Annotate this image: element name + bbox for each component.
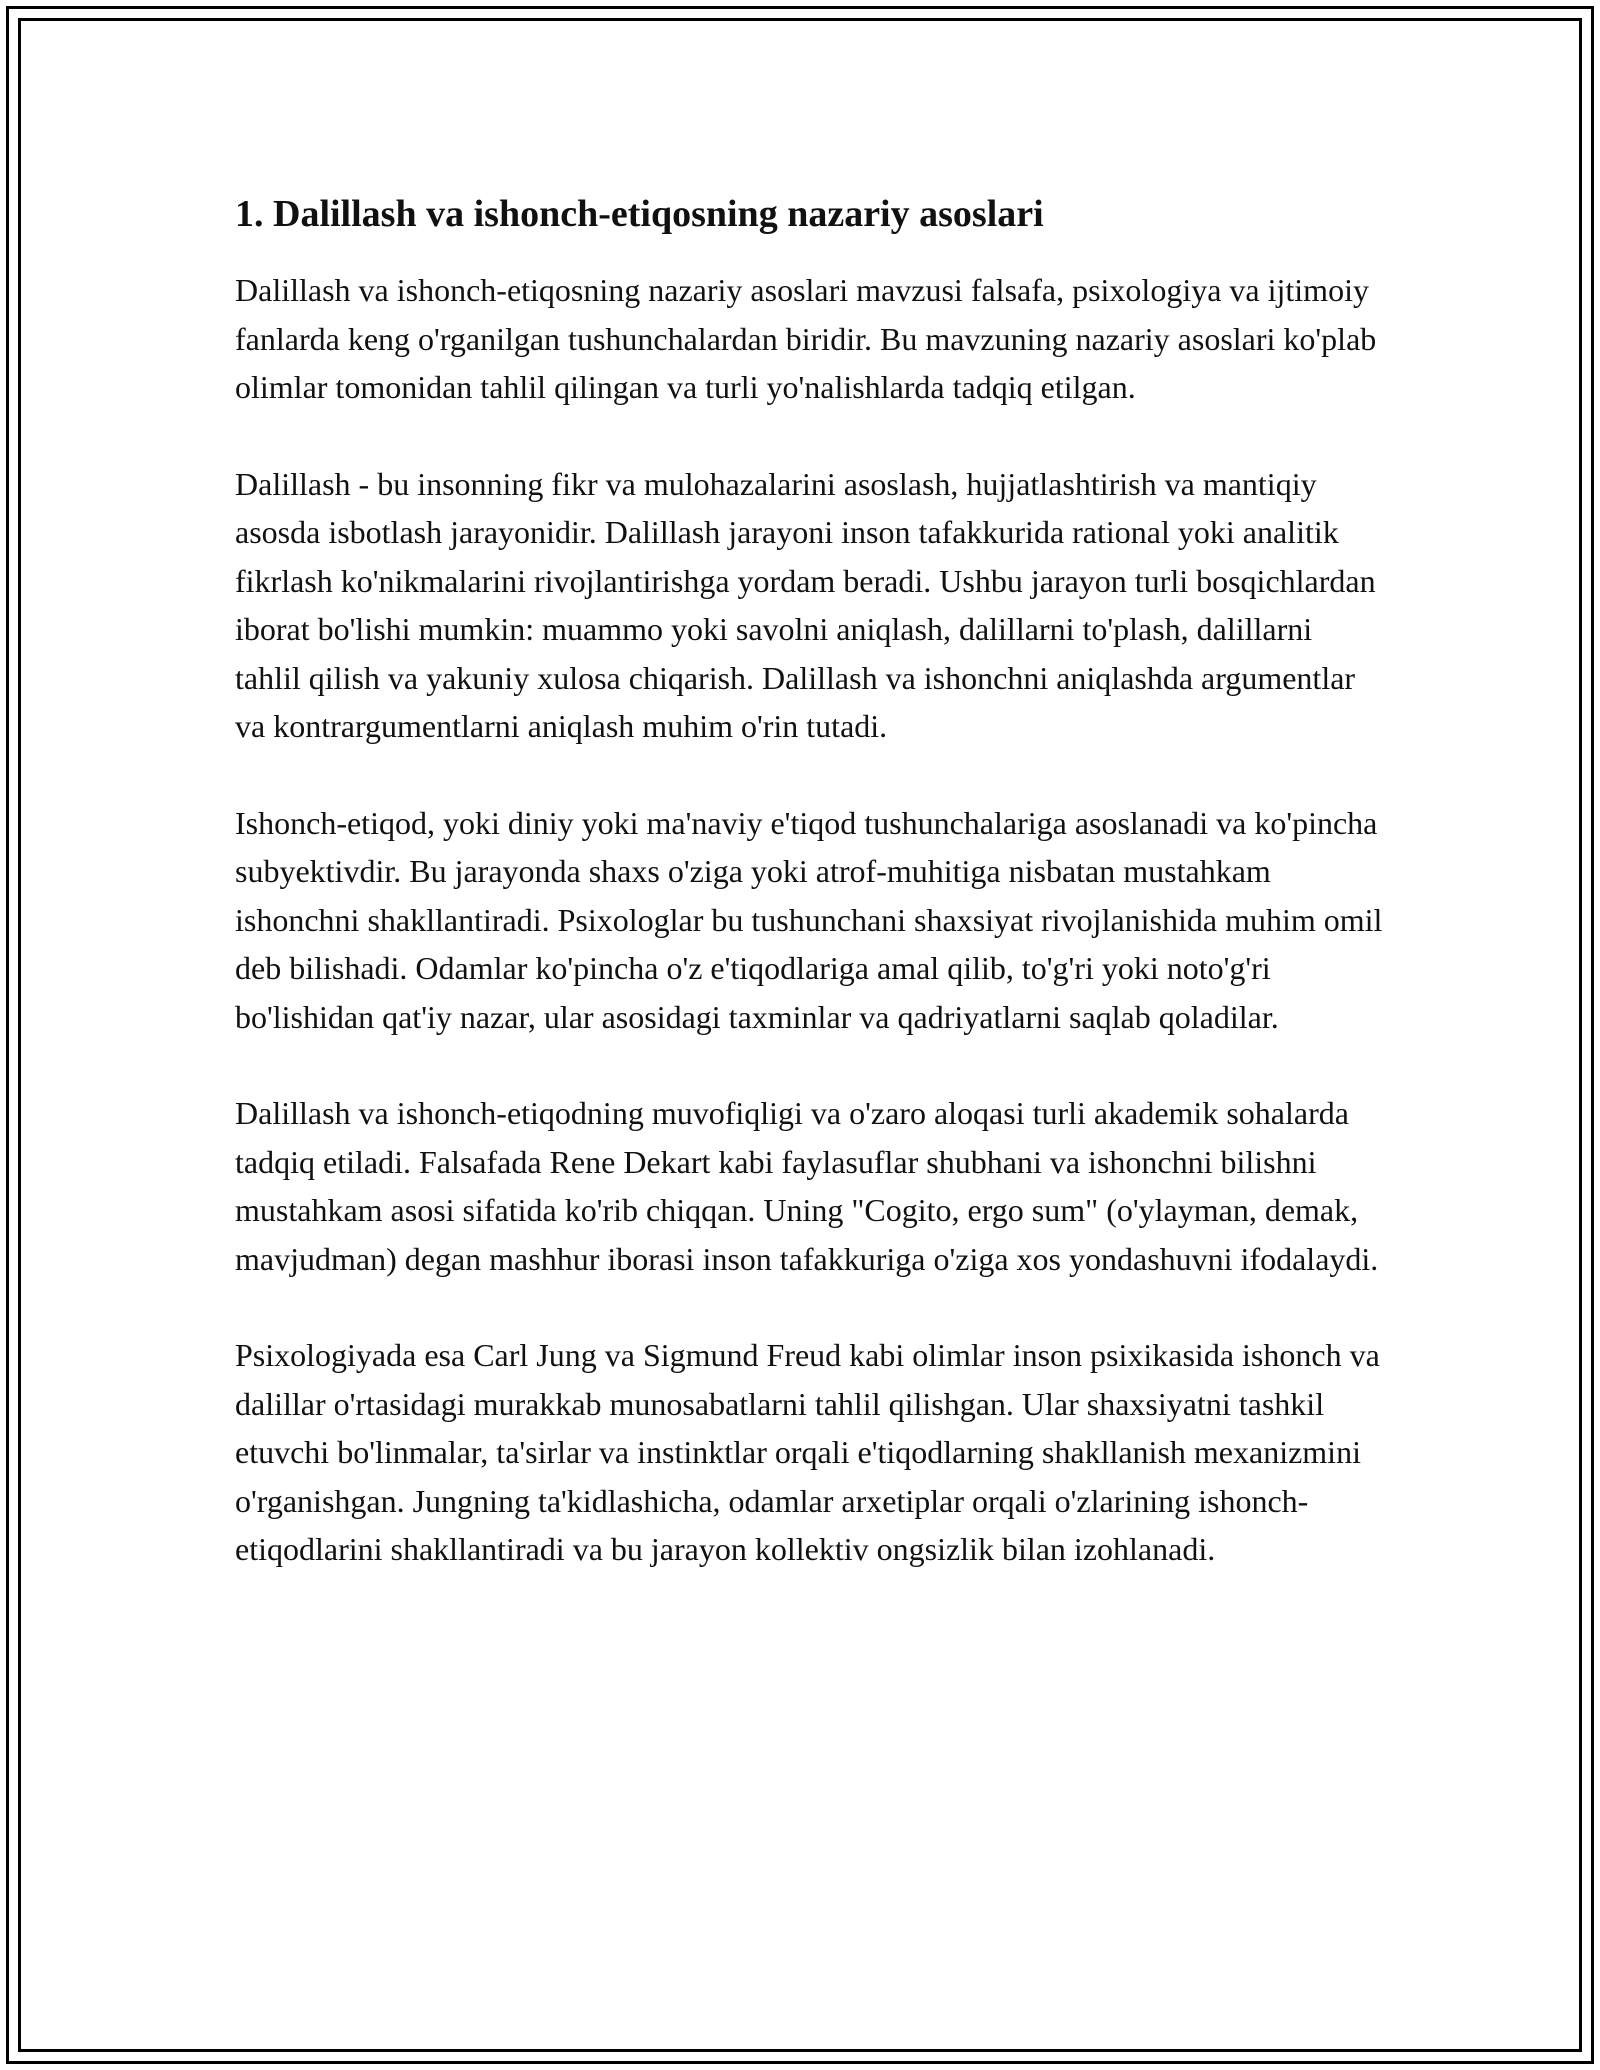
paragraph-falsafa: Dalillash va ishonch-etiqodning muvofiqligi va o'zaro aloqasi turli akademik sohalarda tadqiq etiladi. Falsafada Rene Dekart kabi faylasuflar shubhani va ishonchni bilishni mustahkam asosi sifatida ko'rib chiqqan. Uning "Cogito, ergo sum" (o'ylayman, demak, mavjudman) degan mashhur iborasi inson tafakkuriga o'ziga xos yondashuvni ifodalaydi. — [235, 1095, 1379, 1277]
section-heading: 1. Dalillash va ishonch-etiqosning nazariy asoslari — [235, 193, 1044, 235]
paragraph-ishonch-etiqod: Ishonch-etiqod, yoki diniy yoki ma'naviy e'tiqod tushunchalariga asoslanadi va ko'pincha subyektivdir. Bu jarayonda shaxs o'ziga yoki atrof-muhitiga nisbatan mustahkam ishonchni shakllantiradi. Psixologlar bu tushunchani shaxsiyat rivojlanishida muhim omil deb bilishadi. Odamlar ko'pincha o'z e'tiqodlariga amal qilib, to'g'ri yoki noto'g'ri bo'lishidan qat'iy nazar, ular asosidagi taxminlar va qadriyatlarni saqlab qoladilar. — [235, 804, 1383, 1035]
paragraph-dalillash: Dalillash - bu insonning fikr va mulohazalarini asoslash, hujjatlashtirish va mantiqiy asosda isbotlash jarayonidir. Dalillash jarayoni inson tafakkurida rational yoki analitik fikrlash ko'nikmalarini rivojlantirishga yordam beradi. Ushbu jarayon turli bosqichlardan iborat bo'lishi mumkin: muammo yoki savolni aniqlash, dalillarni to'plash, dalillarni tahlil qilish va yakuniy xulosa chiqarish. Dalillash va ishonchni aniqlashda argumentlar va kontrargumentlarni aniqlash muhim o'rin tutadi. — [235, 465, 1376, 744]
paragraph-psixologiya: Psixologiyada esa Carl Jung va Sigmund Freud kabi olimlar inson psixikasida ishonch va dalillar o'rtasidagi murakkab munosabatlarni tahlil qilishgan. Ular shaxsiyatni tashkil etuvchi bo'linmalar, ta'sirlar va instinktlar orqali e'tiqodlarning shakllanish mexanizmini o'rganishgan. Jungning ta'kidlashicha, odamlar arxetiplar orqali o'zlarining ishonch-etiqodlarini shakllantiradi va bu jarayon kollektiv ongsizlik bilan izohlanadi. — [235, 1337, 1380, 1567]
paragraph-intro: Dalillash va ishonch-etiqosning nazariy asoslari mavzusi falsafa, psixologiya va ijtimoiy fanlarda keng o'rganilgan tushunchalardan biridir. Bu mavzuning nazariy asoslari ko'plab olimlar tomonidan tahlil qilingan va turli yo'nalishlarda tadqiq etilgan. — [235, 272, 1377, 405]
document-body — [235, 186, 1385, 1574]
